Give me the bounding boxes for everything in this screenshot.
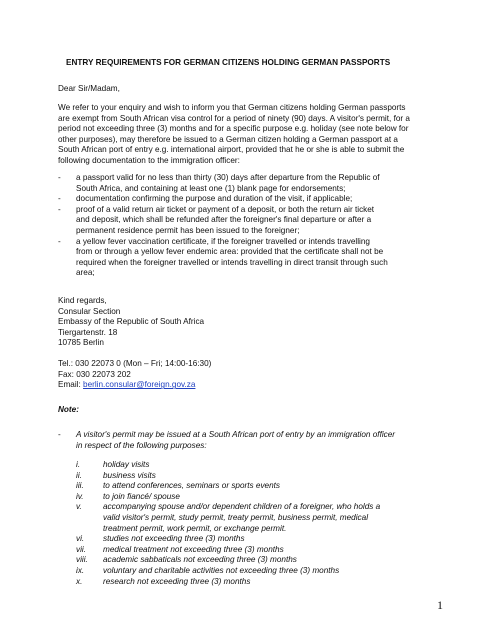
intro-line: other purposes), may therefore be issued to a German citizen holding a German passport at a xyxy=(58,134,398,144)
requirement-line: area; xyxy=(76,268,95,278)
purpose-line: voluntary and charitable activities not exceeding three (3) months xyxy=(103,566,340,575)
intro-line: period not exceeding three (3) months and for a specific purpose e.g. holiday (see note below for xyxy=(58,124,409,134)
purpose-line: holiday visits xyxy=(103,460,150,469)
purpose-line: to join fiancé/ spouse xyxy=(103,491,180,501)
purpose-line: valid visitor's permit, study permit, treaty permit, business permit, medical xyxy=(103,513,369,522)
purpose-line: academic sabbaticals not exceeding three (3) months xyxy=(103,555,297,565)
address-line: Tiergartenstr. 18 xyxy=(58,327,118,337)
list-bullet: - xyxy=(58,173,61,182)
intro-line: South African port of entry e.g. international airport, provided that he or she is able to submit the xyxy=(58,145,405,155)
purpose-number: vii. xyxy=(76,544,87,554)
purpose-number: iv. xyxy=(76,491,84,501)
purpose-number: x. xyxy=(76,576,83,586)
purpose-number: ix. xyxy=(76,566,85,575)
closing: Kind regards, xyxy=(58,296,107,305)
purpose-number: ii. xyxy=(76,470,82,480)
intro-line: are exempt from South African visa control for a period of ninety (90) days. A visitor's permit, for a xyxy=(58,113,410,123)
requirement-line: proof of a valid return air ticket or payment of a deposit, or both the return air ticket xyxy=(76,204,375,214)
purpose-number: vi. xyxy=(76,534,85,544)
tel-line: Tel.: 030 22073 0 (Mon – Fri; 14:00-16:30) xyxy=(58,359,212,368)
note-line: in respect of the following purposes: xyxy=(76,440,207,450)
requirement-line: a yellow fever vaccination certificate, if the foreigner travelled or intends travelling xyxy=(76,236,370,246)
purpose-line: studies not exceeding three (3) months xyxy=(103,534,245,544)
purpose-number: iii. xyxy=(76,481,84,491)
purpose-number: viii. xyxy=(76,555,88,565)
note-heading: Note: xyxy=(58,405,79,414)
email-line xyxy=(58,380,195,391)
requirement-line: required when the foreigner travelled or intends travelling in direct transit through such xyxy=(76,257,388,267)
requirement-line: permanent residence permit has been issued to the foreigner; xyxy=(76,226,300,235)
salutation: Dear Sir/Madam, xyxy=(58,84,120,93)
page-number: 1 xyxy=(437,598,443,612)
list-bullet: - xyxy=(58,430,61,439)
requirement-line: and deposit, which shall be refunded after the foreigner's final departure or after a xyxy=(76,215,372,225)
purpose-line: to attend conferences, seminars or sports events xyxy=(103,481,281,491)
purpose-line: accompanying spouse and/or dependent children of a foreigner, who holds a xyxy=(103,502,381,512)
purpose-line: research not exceeding three (3) months xyxy=(103,576,251,586)
purpose-line: business visits xyxy=(103,470,156,480)
email-label: Email: xyxy=(58,380,84,390)
note-line: A visitor's permit may be issued at a South African port of entry by an immigration officer xyxy=(76,430,396,439)
purpose-line: treatment permit, work permit, or exchange permit. xyxy=(103,523,287,533)
purpose-number: i. xyxy=(76,460,81,469)
requirement-line: documentation confirming the purpose and duration of the visit, if applicable; xyxy=(76,194,353,204)
email-link[interactable]: berlin.consular@foreign.gov.za xyxy=(83,380,196,390)
document-title: ENTRY REQUIREMENTS FOR GERMAN CITIZENS HOLDING GERMAN PASSPORTS xyxy=(66,58,391,67)
requirement-line: from or through a yellow fever endemic area: provided that the certificate shall not be xyxy=(76,247,384,257)
requirement-line: a passport valid for no less than thirty (30) days after departure from the Republic of xyxy=(76,173,380,182)
list-bullet: - xyxy=(58,204,61,214)
intro-line: We refer to your enquiry and wish to inform you that German citizens holding German passports xyxy=(58,103,406,112)
purpose-line: medical treatment not exceeding three (3) months xyxy=(103,544,284,554)
requirement-line: South Africa, and containing at least one (1) blank page for endorsements; xyxy=(76,183,346,193)
address-line: Embassy of the Republic of South Africa xyxy=(58,317,205,327)
purpose-number: v. xyxy=(76,502,82,512)
intro-line: following documentation to the immigration officer: xyxy=(58,156,240,165)
list-bullet: - xyxy=(58,236,61,246)
address-line: Consular Section xyxy=(58,306,121,316)
list-bullet: - xyxy=(58,194,61,204)
address-line: 10785 Berlin xyxy=(58,338,104,348)
fax-line: Fax: 030 22073 202 xyxy=(58,369,131,379)
